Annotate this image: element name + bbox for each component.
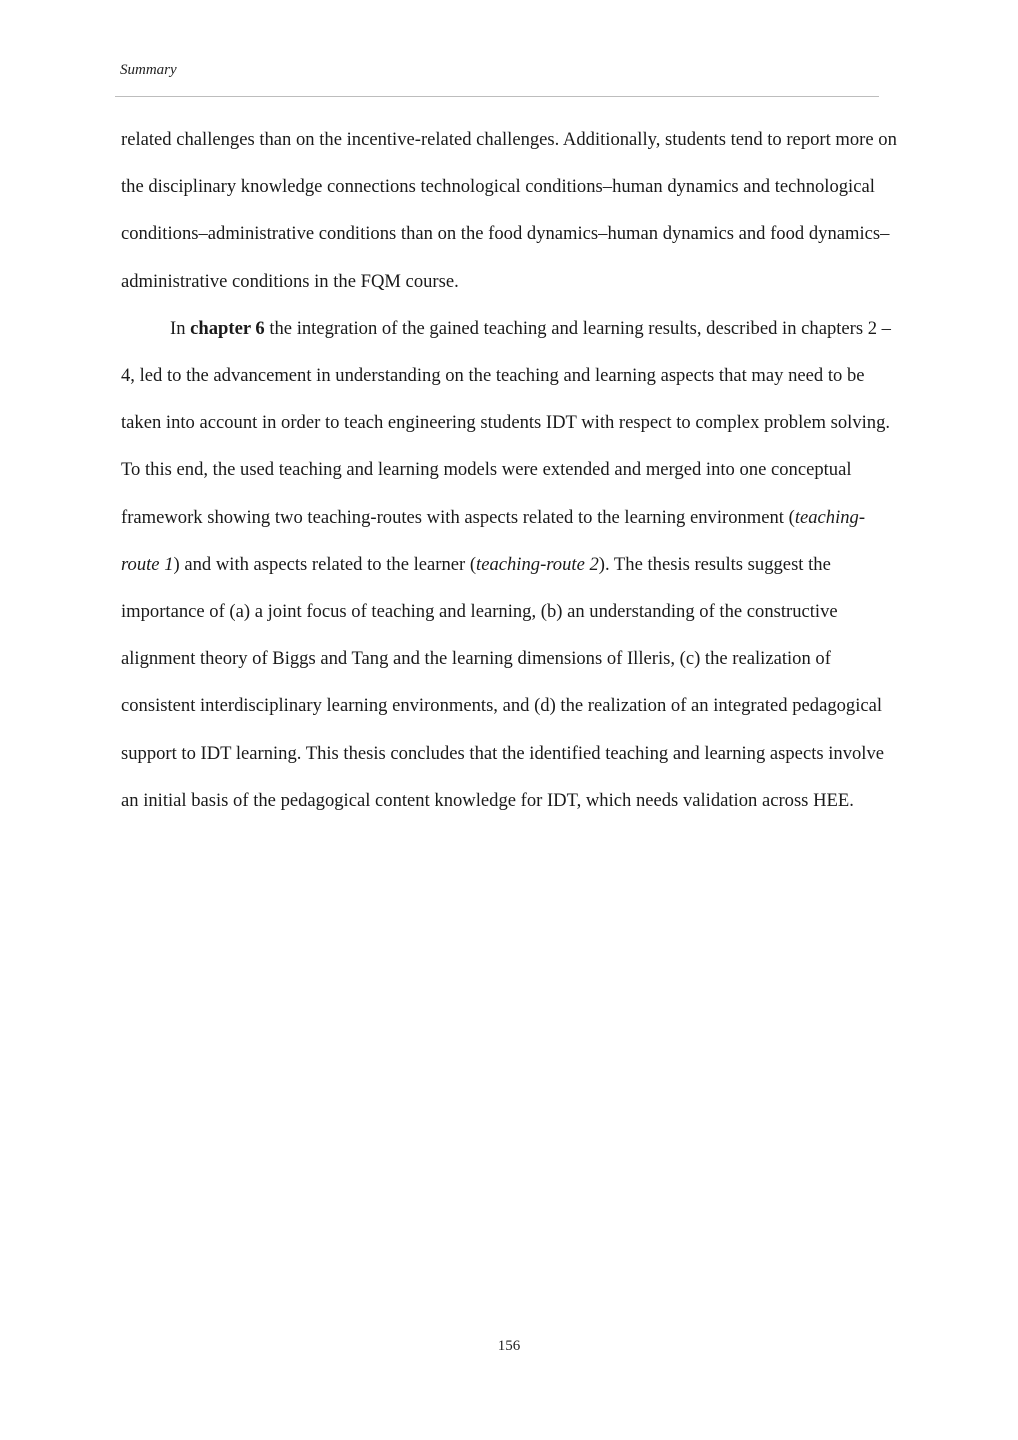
paragraph-2-part-1: the integration of the gained teaching and learning results, described in chapters 2 – 4, led to the advancement in understanding on the teaching and learning aspects that may need to be taken into account in order to teach engineering students IDT with respect to complex problem solving. To this end, the used teaching and learning models were extended and merged into one conceptual framework showing two teaching-routes with aspects related to the learning environment ( (121, 317, 891, 528)
body-text (121, 116, 897, 824)
paragraph-1: related challenges than on the incentive-related challenges. Additionally, students tend to report more on the disciplinary knowledge connections technological conditions–human dynamics and technological conditions–administrative conditions than on the food dynamics–human dynamics and food dynamics–administrative conditions in the FQM course. (121, 129, 897, 292)
header-divider (115, 96, 879, 97)
running-header: Summary (120, 62, 177, 78)
chapter-reference: chapter 6 (190, 317, 265, 339)
paragraph-2-part-2: ) and with aspects related to the learner ( (173, 553, 477, 575)
paragraph-2 (121, 305, 897, 824)
paragraph-2-part-3: ). The thesis results suggest the importance of (a) a joint focus of teaching and learning, (b) an understanding of the constructive alignment theory of Biggs and Tang and the learning dimensions of Illeris, (c) the realization of consistent interdisciplinary learning environments, and (d) the realization of an integrated pedagogical support to IDT learning. This thesis concludes that the identified teaching and learning aspects involve an initial basis of the pedagogical content knowledge for IDT, which needs validation across HEE. (121, 553, 885, 811)
paragraph-2-lead: In (170, 317, 191, 339)
teaching-route-2-term: teaching-route 2 (476, 553, 599, 575)
page-number: 156 (497, 1338, 521, 1354)
teaching-route-1-term: teaching-route 1 (121, 506, 866, 575)
